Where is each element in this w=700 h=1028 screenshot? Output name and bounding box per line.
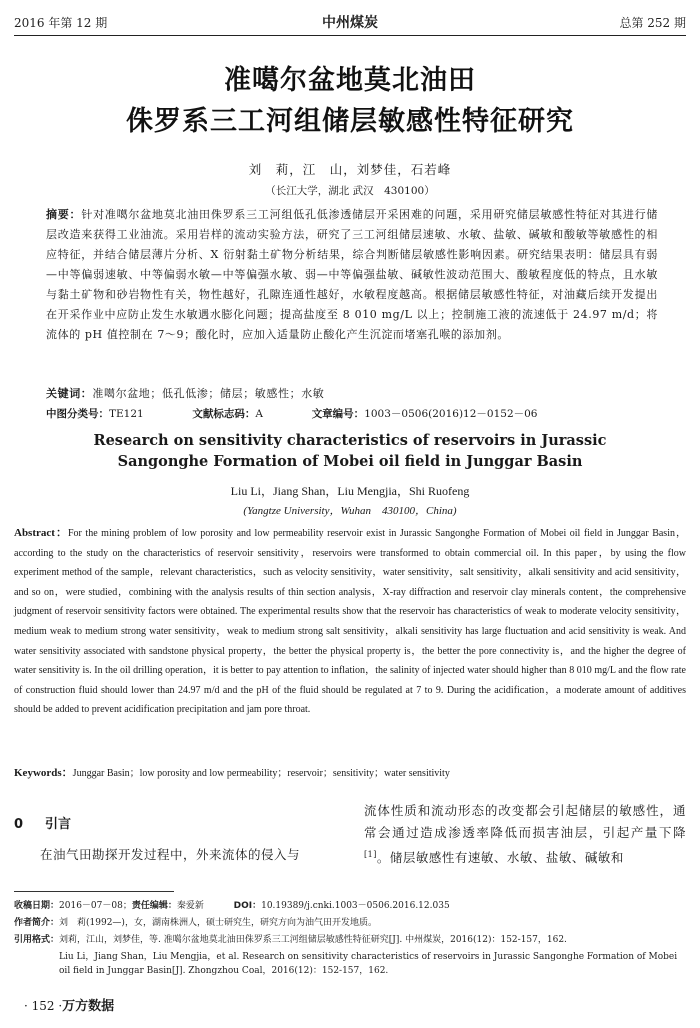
- abstract-en-label: Abstract：: [14, 527, 68, 539]
- doc-code-value: A: [255, 408, 263, 420]
- abstract-en-text: For the mining problem of low porosity and low permeability reservoir exist in Jurassic Sangonghe Formation of Mobei oil field in Junggar Basin，according to the study on the characteristics of reservoir sensitivity，reservoirs were transformed to obtain commercial oil. In this paper，by using the flow experiment method of the sample，relevant characteristics，such as velocity sensitivity，water sensitivity，salt sensitivity，alkali sensitivity and acid sensitivity，and so on，were studied，combining with the analysis results of thin section analysis，X-ray diffraction and reservoir clay minerals content，the comprehensive judgment of reservoir sensitivity factors were obtained. The experimental results show that the reservoir has characteristics of weak to moderate velocity sensitivity，medium weak to medium strong water sensitivity，weak to medium strong salt sensitivity，alkali sensitivity has large fluctuation and acid sensitivity is weak. And water sensitivity associated with sandstone physical property，the better the physical property is，the better the pore connectivity is，and the higher the degree of water sensitivity is. In the oil drilling operation，it is better to pay attention to inflation，the salinity of injected water should higher than 8 010 mg/L and the flow rate of construction fluid should lower than 24.97 m/d and the pH of the fluid should be regulated at 7 to 9. During the acidification，a moderate amount of additives should be added to prevent acidification precipitation and jam pore throat.: [14, 528, 687, 716]
- keywords-cn: [46, 384, 658, 404]
- intro-left-text: 在油气田勘探开发过程中，外来流体的侵入与: [40, 847, 301, 862]
- page-number: · 152 ·: [24, 999, 63, 1013]
- abstract-cn: [46, 205, 658, 345]
- abstract-en: [14, 524, 686, 720]
- footnote-divider: [14, 891, 174, 892]
- keywords-cn-text: 准噶尔盆地；低孔低渗；储层；敏感性；水敏: [92, 387, 325, 400]
- editor-name: 秦爱新: [176, 901, 204, 911]
- abstract-cn-label: 摘要：: [46, 208, 82, 221]
- citation-en: Liu Li，Jiang Shan，Liu Mengjia，et al. Research on sensitivity characteristics of reservoirs in Jurassic Sangonghe Formation of Mobei oil field in Junggar Basin[J]. Zhongzhou Coal，2016(12)：152-157，162.: [59, 951, 678, 976]
- section-number: 0: [14, 817, 24, 832]
- footnote-author: [14, 916, 686, 931]
- author-bio-label: 作者简介：: [14, 918, 60, 928]
- title-cn-line2: 侏罗系三工河组储层敏感性特征研究: [126, 106, 574, 137]
- title-cn-line1: 准噶尔盆地莫北油田: [224, 65, 476, 96]
- watermark-text: 万方数据: [62, 999, 115, 1014]
- received-label: 收稿日期：: [14, 901, 60, 911]
- citation-cn: 刘莉，江山，刘梦佳，等. 准噶尔盆地莫北油田侏罗系三工河组储层敏感性特征研究[J]. 中州煤炭，2016(12)：152-157，162.: [59, 935, 567, 945]
- header-divider: [14, 35, 686, 36]
- footnote-citation: [14, 933, 686, 979]
- affiliation-en: (Yangtze University，Wuhan 430100，China): [243, 505, 457, 517]
- clc-value: TE121: [109, 408, 144, 420]
- editor-label: 责任编辑：: [131, 901, 177, 911]
- title-en-line1: Research on sensitivity characteristics of reservoirs in Jurassic: [93, 432, 607, 449]
- title-en-line2: Sangonghe Formation of Mobei oil field in Junggar Basin: [117, 453, 583, 470]
- section-heading: [14, 813, 71, 832]
- abstract-cn-text: 针对准噶尔盆地莫北油田侏罗系三工河组低孔低渗透储层开采困难的问题，采用研究储层敏感性特征对其进行储层改造来获得工业油流。采用岩样的流动实验方法，研究了三工河组储层速敏、水敏、盐敏、碱敏和酸敏等敏感性的相应特征，并结合储层薄片分析、X 衍射黏土矿物分析结果，综合判断储层敏感性影响因素。研究结果表明：储层具有弱—中等偏弱速敏、中等偏弱水敏—中等偏强水敏、弱—中等偏强盐敏、碱敏性波动范围大、酸敏程度低的特点，且水敏与黏土矿物和砂岩物性有关，物性越好，孔隙连通性越好，水敏程度越高。根据储层敏感性特征，对油藏后续开发提出在开采作业中应防止发生水敏遇水膨化问题；提高盐度至 8 010 mg/L 以上；控制施工液的流速低于 24.97 m/d；将流体的 pH 值控制在 7～9；酸化时，应加入适量防止酸化产生沉淀而堵塞孔喉的添加剂。: [46, 208, 658, 341]
- citation-format-label: 引用格式：: [14, 935, 60, 945]
- clc-label: 中图分类号：: [46, 408, 109, 420]
- article-number-value: 1003－0506(2016)12－0152－06: [364, 408, 538, 420]
- doi-value[interactable]: 10.19389/j.cnki.1003－0506.2016.12.035: [261, 901, 450, 911]
- issue-label: 2016 年第 12 期: [14, 16, 108, 30]
- intro-right-text: [364, 800, 686, 869]
- keywords-cn-label: 关键词：: [46, 387, 93, 400]
- page-footer: [24, 995, 114, 1014]
- footnote-received: [14, 899, 686, 914]
- keywords-en-text: Junggar Basin；low porosity and low permeability；reservoir；sensitivity；water sensitivity: [72, 768, 450, 779]
- authors-cn: 刘 莉，江 山，刘梦佳，石若峰: [248, 162, 452, 177]
- total-issue-label: 总第 252 期: [619, 16, 686, 30]
- doc-code-label: 文献标志码：: [192, 408, 256, 420]
- keywords-en-label: Keywords：: [14, 767, 73, 779]
- keywords-en: [14, 764, 686, 784]
- citation-ref[interactable]: [1]: [364, 850, 377, 859]
- section-title: 引言: [45, 817, 72, 832]
- article-number-label: 文章编号：: [311, 408, 365, 420]
- received-date: 2016－07－08；: [59, 901, 132, 911]
- classification-line: [46, 406, 658, 421]
- intro-right-part2: 。储层敏感性有速敏、水敏、盐敏、碱敏和: [376, 850, 624, 866]
- intro-right-part1: 流体性质和流动形态的改变都会引起储层的敏感性，通常会通过造成渗透率降低而损害油层，引起产量下降: [364, 803, 686, 840]
- affiliation-cn: （长江大学，湖北 武汉 430100）: [265, 185, 435, 197]
- doi-label: DOI：: [233, 901, 262, 911]
- authors-en: Liu Li，Jiang Shan，Liu Mengjia，Shi Ruofeng: [230, 484, 470, 498]
- author-bio: 刘 莉(1992—)，女，湖南株洲人，硕士研究生，研究方向为油气田开发地质。: [59, 918, 377, 928]
- journal-name: 中州煤炭: [322, 15, 378, 31]
